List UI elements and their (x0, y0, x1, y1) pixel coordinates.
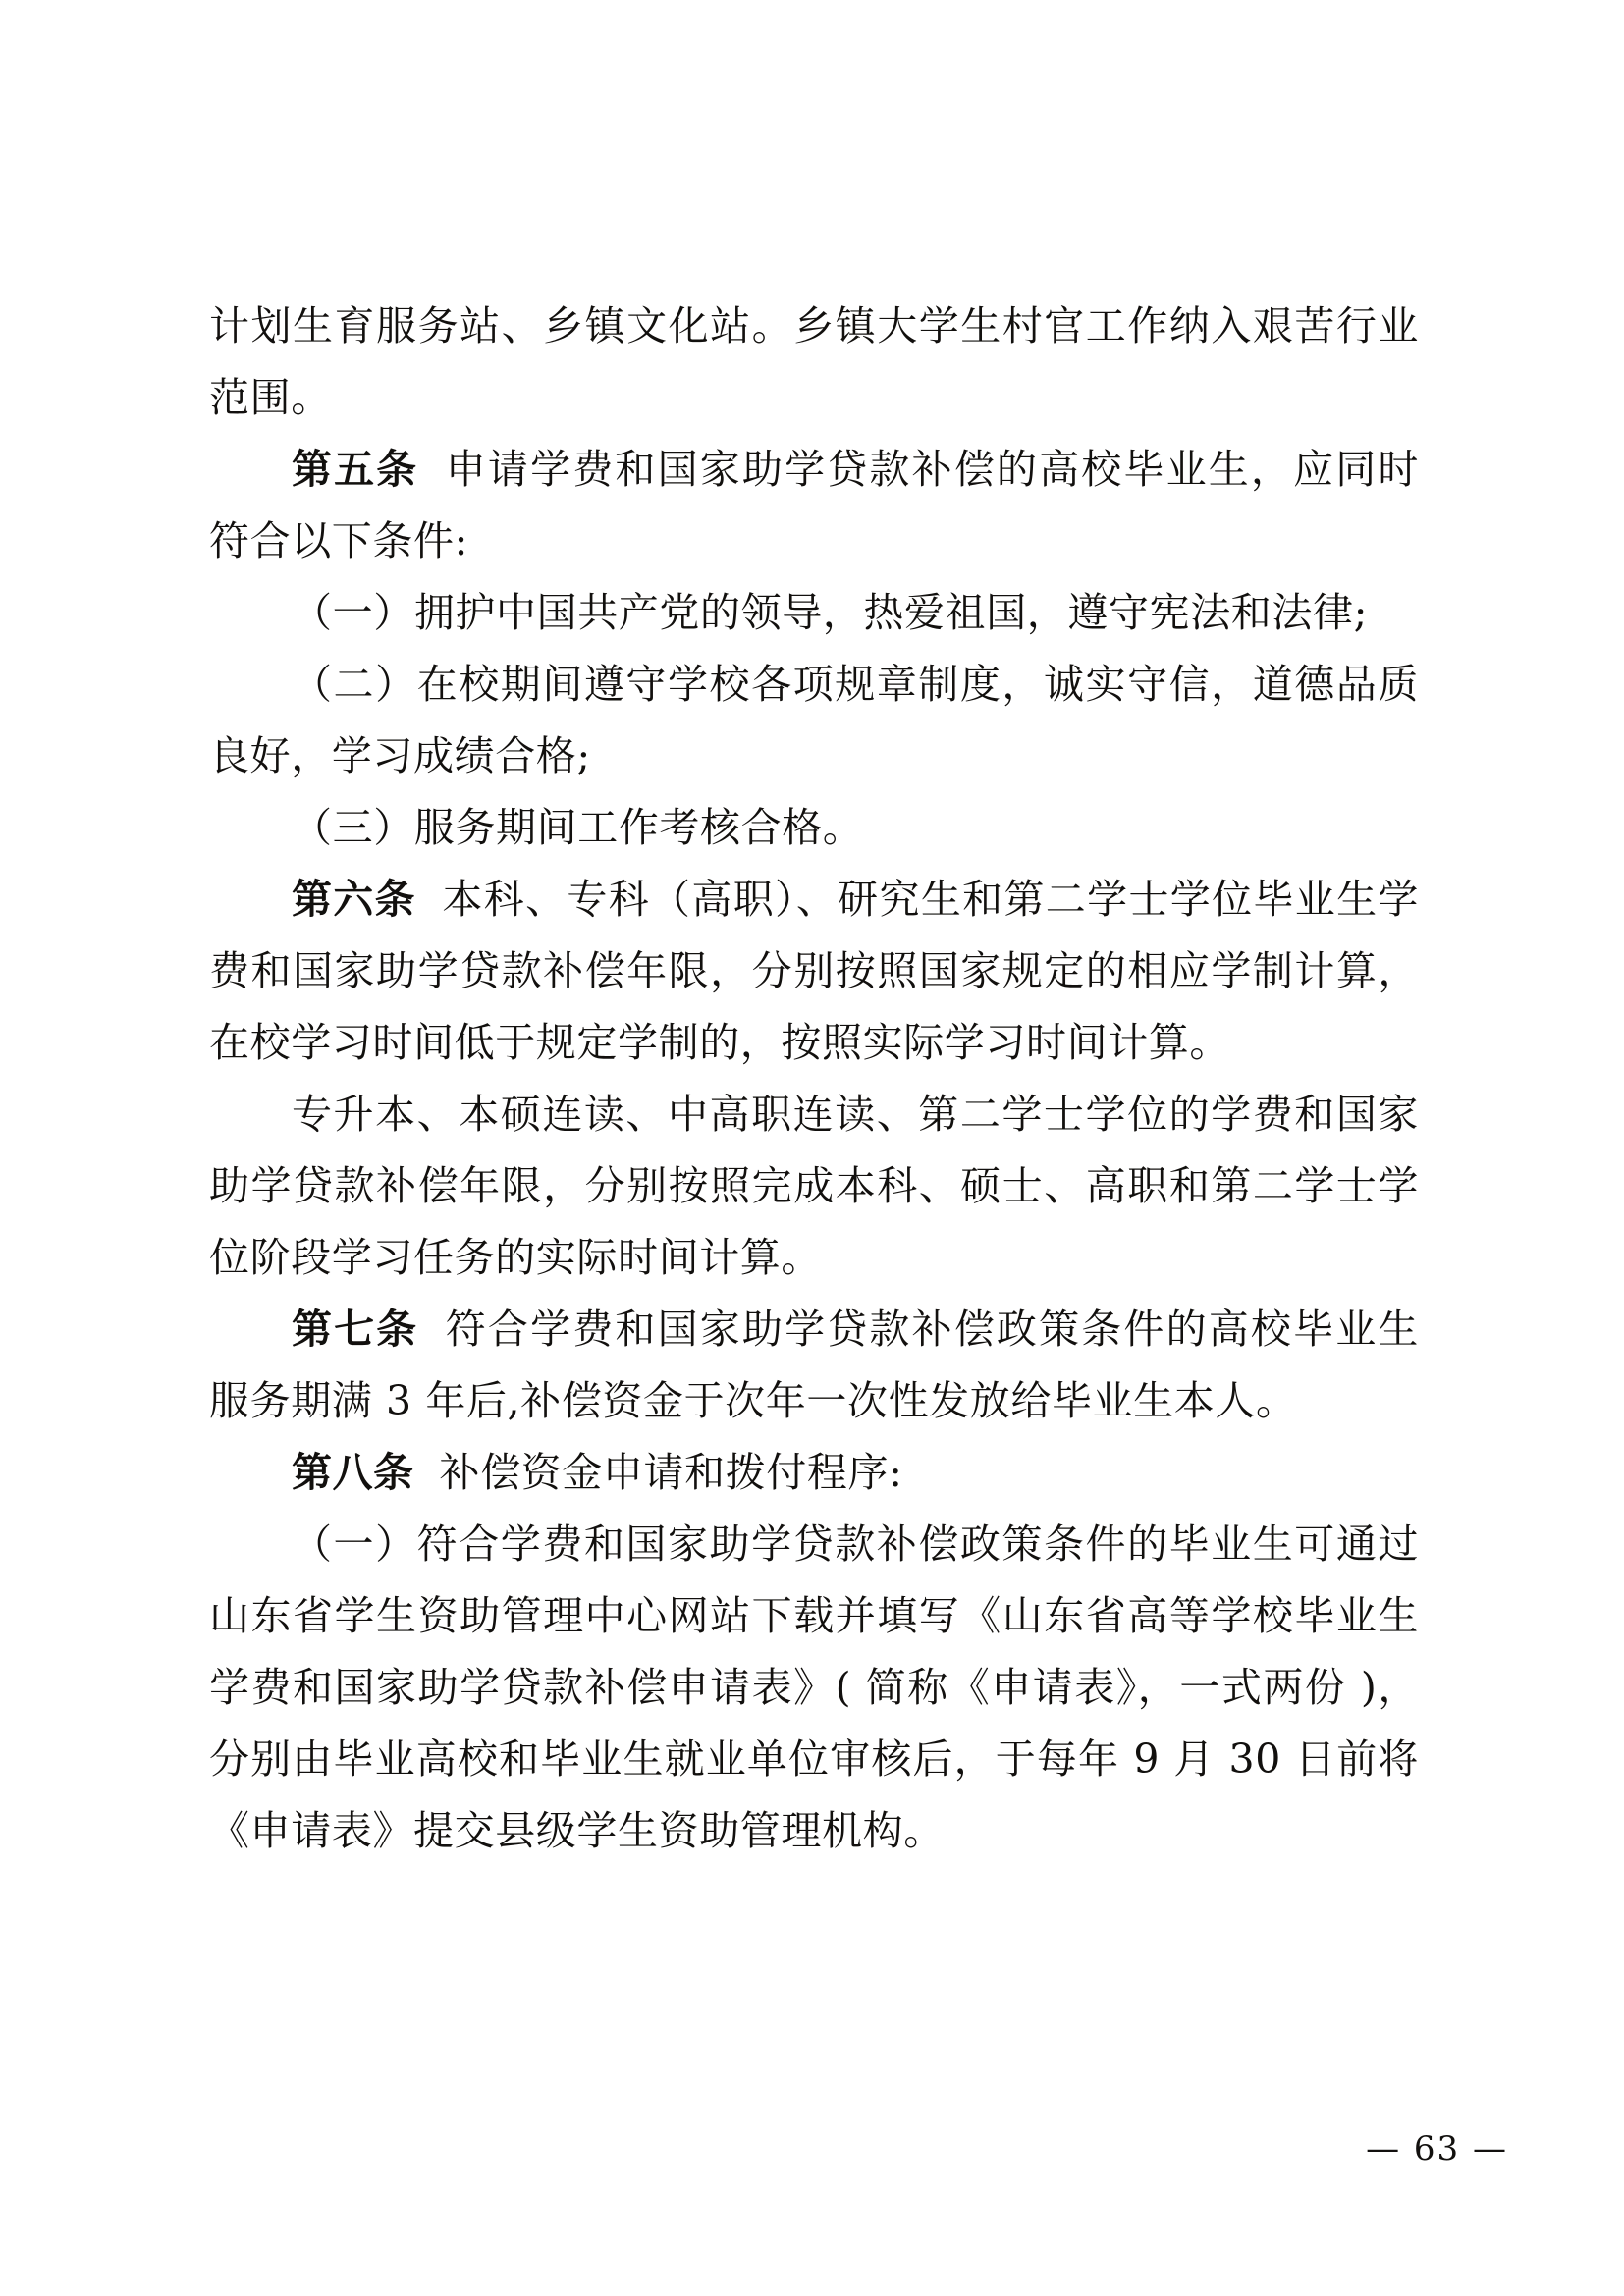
paragraph-article-5-item-3 (209, 792, 1419, 864)
paragraph-article-5-item-1 (209, 577, 1419, 649)
article-label-6: 第六条 (292, 876, 416, 923)
document-body (209, 291, 1419, 1867)
paragraph-text: 计划生育服务站、乡镇文化站。乡镇大学生村官工作纳入艰苦行业范围。 (209, 302, 1419, 421)
article-label-7: 第七条 (292, 1306, 419, 1353)
paragraph-article-5 (209, 434, 1419, 577)
paragraph-text: （二）在校期间遵守学校各项规章制度，诚实守信，道德品质良好，学习成绩合格; (209, 661, 1419, 779)
paragraph-article-8-item-1 (209, 1509, 1419, 1867)
paragraph-text: 符合学费和国家助学贷款补偿政策条件的高校毕业生服务期满 3 年后,补偿资金于次年一次性发放给毕业生本人。 (209, 1306, 1419, 1424)
paragraph-article-5-item-2 (209, 649, 1419, 792)
paragraph-text: 申请学费和国家助学贷款补偿的高校毕业生，应同时符合以下条件: (209, 446, 1419, 564)
paragraph-text: （三）服务期间工作考核合格。 (292, 804, 864, 851)
paragraph-article-8 (209, 1437, 1419, 1509)
page-number: — 63 — (1366, 2129, 1508, 2168)
paragraph-text: 补偿资金申请和拨付程序: (439, 1449, 903, 1496)
paragraph-text: （一）符合学费和国家助学贷款补偿政策条件的毕业生可通过山东省学生资助管理中心网站下载并填写《山东省高等学校毕业生学费和国家助学贷款补偿申请表》( 简称《申请表》，一式两份 )，分别由毕业高校和毕业生就业单位审核后，于每年 9 月 30 日前将《申请表》提交县级学生资助管理机构。 (209, 1521, 1419, 1854)
paragraph-text: 专升本、本硕连读、中高职连读、第二学士学位的学费和国家助学贷款补偿年限，分别按照完成本科、硕士、高职和第二学士学位阶段学习任务的实际时间计算。 (209, 1091, 1419, 1281)
paragraph-text: 本科、专科（高职）、研究生和第二学士学位毕业生学费和国家助学贷款补偿年限，分别按照国家规定的相应学制计算，在校学习时间低于规定学制的，按照实际学习时间计算。 (209, 876, 1420, 1066)
paragraph-continuation (209, 291, 1419, 434)
article-label-5: 第五条 (292, 446, 419, 493)
paragraph-article-7 (209, 1294, 1419, 1437)
paragraph-article-6-second (209, 1079, 1419, 1294)
paragraph-article-6 (209, 864, 1419, 1079)
paragraph-text: （一）拥护中国共产党的领导，热爱祖国，遵守宪法和法律; (292, 589, 1369, 636)
article-label-8: 第八条 (292, 1449, 414, 1496)
